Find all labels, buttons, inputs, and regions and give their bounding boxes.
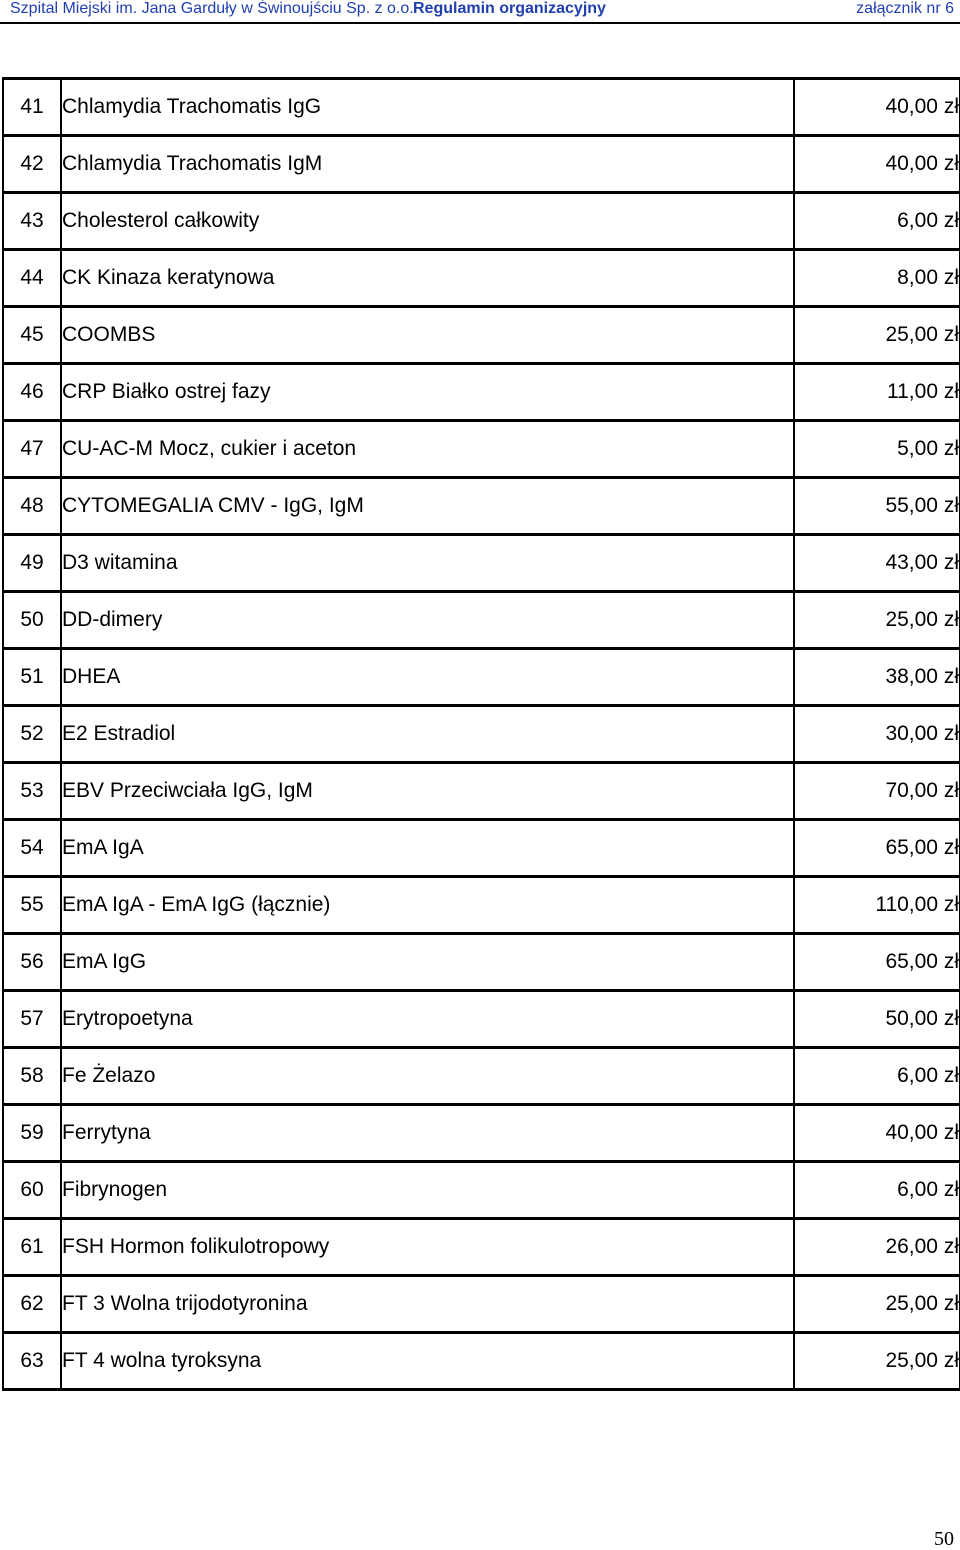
- document-title: Regulamin organizacyjny: [413, 0, 606, 17]
- row-number: 43: [3, 193, 61, 250]
- test-price: 65,00 zł: [794, 820, 960, 877]
- test-name: EBV Przeciwciała IgG, IgM: [61, 763, 794, 820]
- table-row: [3, 79, 960, 136]
- test-price: 6,00 zł: [794, 1162, 960, 1219]
- test-price: 30,00 zł: [794, 706, 960, 763]
- test-name: Fe Żelazo: [61, 1048, 794, 1105]
- row-number: 63: [3, 1333, 61, 1390]
- row-number: 48: [3, 478, 61, 535]
- test-price: 26,00 zł: [794, 1219, 960, 1276]
- row-number: 46: [3, 364, 61, 421]
- row-number: 50: [3, 592, 61, 649]
- test-price: 6,00 zł: [794, 193, 960, 250]
- table-row: [3, 763, 960, 820]
- row-number: 59: [3, 1105, 61, 1162]
- test-price: 25,00 zł: [794, 592, 960, 649]
- table-row: [3, 1162, 960, 1219]
- test-name: Ferrytyna: [61, 1105, 794, 1162]
- test-name: Erytropoetyna: [61, 991, 794, 1048]
- page-header: [0, 0, 960, 24]
- test-name: CU-AC-M Mocz, cukier i aceton: [61, 421, 794, 478]
- test-price: 25,00 zł: [794, 307, 960, 364]
- test-price: 25,00 zł: [794, 1333, 960, 1390]
- test-name: Chlamydia Trachomatis IgM: [61, 136, 794, 193]
- test-name: FSH Hormon folikulotropowy: [61, 1219, 794, 1276]
- test-price: 40,00 zł: [794, 1105, 960, 1162]
- test-name: DD-dimery: [61, 592, 794, 649]
- test-name: COOMBS: [61, 307, 794, 364]
- row-number: 60: [3, 1162, 61, 1219]
- test-name: EmA IgA - EmA IgG (łącznie): [61, 877, 794, 934]
- table-row: [3, 592, 960, 649]
- table-row: [3, 364, 960, 421]
- table-row: [3, 250, 960, 307]
- test-name: EmA IgA: [61, 820, 794, 877]
- row-number: 51: [3, 649, 61, 706]
- table-row: [3, 820, 960, 877]
- test-price: 40,00 zł: [794, 79, 960, 136]
- row-number: 54: [3, 820, 61, 877]
- test-name: Chlamydia Trachomatis IgG: [61, 79, 794, 136]
- test-price: 50,00 zł: [794, 991, 960, 1048]
- table-row: [3, 307, 960, 364]
- test-name: Cholesterol całkowity: [61, 193, 794, 250]
- test-price: 25,00 zł: [794, 1276, 960, 1333]
- table-row: [3, 478, 960, 535]
- row-number: 47: [3, 421, 61, 478]
- table-row: [3, 535, 960, 592]
- test-name: EmA IgG: [61, 934, 794, 991]
- test-name: CK Kinaza keratynowa: [61, 250, 794, 307]
- row-number: 49: [3, 535, 61, 592]
- row-number: 62: [3, 1276, 61, 1333]
- row-number: 55: [3, 877, 61, 934]
- hospital-name: Szpital Miejski im. Jana Garduły w Świnoujściu Sp. z o.o.: [10, 0, 414, 17]
- row-number: 41: [3, 79, 61, 136]
- test-name: FT 4 wolna tyroksyna: [61, 1333, 794, 1390]
- test-price: 38,00 zł: [794, 649, 960, 706]
- table-row: [3, 1048, 960, 1105]
- test-price: 5,00 zł: [794, 421, 960, 478]
- test-price: 70,00 zł: [794, 763, 960, 820]
- row-number: 53: [3, 763, 61, 820]
- price-table: [2, 77, 960, 1391]
- test-price: 55,00 zł: [794, 478, 960, 535]
- test-price: 40,00 zł: [794, 136, 960, 193]
- table-row: [3, 991, 960, 1048]
- table-row: [3, 649, 960, 706]
- row-number: 56: [3, 934, 61, 991]
- table-row: [3, 706, 960, 763]
- row-number: 42: [3, 136, 61, 193]
- test-name: Fibrynogen: [61, 1162, 794, 1219]
- page-number: 50: [934, 1528, 954, 1550]
- row-number: 45: [3, 307, 61, 364]
- test-name: CRP Białko ostrej fazy: [61, 364, 794, 421]
- test-price: 110,00 zł: [794, 877, 960, 934]
- test-name: CYTOMEGALIA CMV - IgG, IgM: [61, 478, 794, 535]
- test-price: 43,00 zł: [794, 535, 960, 592]
- test-price: 6,00 zł: [794, 1048, 960, 1105]
- row-number: 44: [3, 250, 61, 307]
- table-row: [3, 934, 960, 991]
- test-price: 65,00 zł: [794, 934, 960, 991]
- row-number: 52: [3, 706, 61, 763]
- table-row: [3, 421, 960, 478]
- table-row: [3, 1219, 960, 1276]
- test-name: D3 witamina: [61, 535, 794, 592]
- test-price: 11,00 zł: [794, 364, 960, 421]
- table-row: [3, 877, 960, 934]
- row-number: 58: [3, 1048, 61, 1105]
- test-name: E2 Estradiol: [61, 706, 794, 763]
- table-row: [3, 1105, 960, 1162]
- table-row: [3, 1333, 960, 1390]
- test-name: DHEA: [61, 649, 794, 706]
- test-name: FT 3 Wolna trijodotyronina: [61, 1276, 794, 1333]
- test-price: 8,00 zł: [794, 250, 960, 307]
- row-number: 61: [3, 1219, 61, 1276]
- table-row: [3, 136, 960, 193]
- table-row: [3, 193, 960, 250]
- price-table-body: [3, 79, 960, 1390]
- attachment-label: załącznik nr 6: [856, 0, 954, 17]
- row-number: 57: [3, 991, 61, 1048]
- table-row: [3, 1276, 960, 1333]
